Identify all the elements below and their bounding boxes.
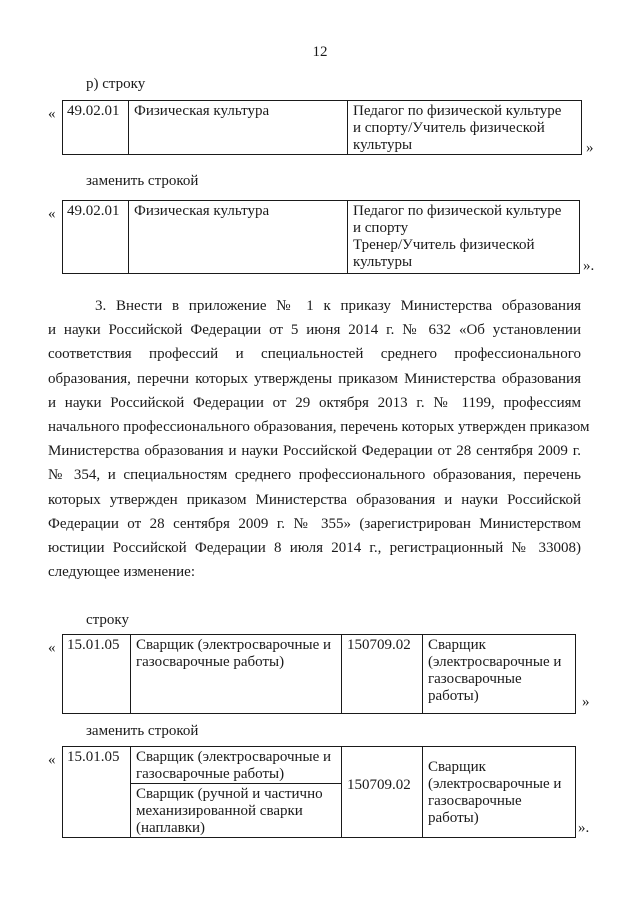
paragraph-line: начального профессионального образования, перечень которых утвержден приказом bbox=[48, 419, 590, 436]
old-name-line: Сварщик bbox=[428, 759, 486, 775]
paragraph-line: юстиции Российской Федерации 8 июля 2014 г., регистрационный № 33008) bbox=[48, 540, 581, 557]
open-quote: « bbox=[48, 206, 56, 222]
table-row bbox=[63, 101, 582, 155]
page-number: 12 bbox=[312, 44, 328, 60]
table-cell-name-a bbox=[131, 747, 342, 784]
old-name-line: работы) bbox=[428, 810, 479, 826]
table-cell-old-code: 150709.02 bbox=[342, 747, 423, 838]
paragraph-line: Федерации от 28 сентября 2009 г. № 355» (зарегистрирован Министерством bbox=[48, 515, 581, 532]
open-quote: « bbox=[48, 640, 56, 656]
table-row bbox=[63, 747, 576, 784]
close-quote: ». bbox=[583, 258, 595, 274]
table-row bbox=[63, 201, 580, 274]
old-name-line: (электросварочные и bbox=[428, 654, 562, 670]
table-r-original bbox=[62, 100, 582, 155]
paragraph-3 bbox=[48, 294, 590, 584]
qualification-line: и спорту bbox=[353, 220, 409, 236]
table-cell-code: 15.01.05 bbox=[63, 747, 131, 838]
replace-2-label: заменить строкой bbox=[86, 723, 199, 739]
paragraph-line: и науки Российской Федерации от 29 октября 2013 г. № 1199, профессиям bbox=[48, 394, 581, 411]
name-line: механизированной сварки bbox=[136, 803, 303, 819]
table-cell-name bbox=[131, 635, 342, 714]
name-line: Сварщик (ручной и частично bbox=[136, 786, 323, 802]
paragraph-line: соответствия профессий и специальностей среднего профессионального bbox=[48, 346, 581, 363]
paragraph-line: Министерства образования и науки Российской Федерации от 28 сентября 2009 г. bbox=[48, 443, 581, 460]
qualification-line: Педагог по физической культуре bbox=[353, 103, 562, 119]
table-welder-original bbox=[62, 634, 576, 714]
replace-1-label: заменить строкой bbox=[86, 173, 199, 189]
old-name-line: Сварщик bbox=[428, 637, 486, 653]
table-cell-old-name bbox=[423, 635, 576, 714]
name-line: газосварочные работы) bbox=[136, 766, 285, 782]
paragraph-line: образования, перечни которых утверждены приказом Министерства образования bbox=[48, 370, 581, 387]
table-cell-old-name bbox=[423, 747, 576, 838]
table-cell-code: 49.02.01 bbox=[63, 101, 129, 155]
name-line: (наплавки) bbox=[136, 820, 206, 836]
table-cell-qualification bbox=[348, 201, 580, 274]
paragraph-line: следующее изменение: bbox=[48, 564, 196, 581]
paragraph-line: № 354, и специальностям среднего профессионального образования, перечень bbox=[48, 467, 581, 484]
close-quote: ». bbox=[578, 820, 590, 836]
table-cell-qualification bbox=[348, 101, 582, 155]
old-name-line: газосварочные bbox=[428, 793, 522, 809]
qualification-line: Тренер/Учитель физической bbox=[353, 237, 535, 253]
table-cell-code: 15.01.05 bbox=[63, 635, 131, 714]
qualification-line: культуры bbox=[353, 137, 413, 153]
table-cell-name: Физическая культура bbox=[129, 101, 348, 155]
paragraph-line: 3. Внести в приложение № 1 к приказу Министерства образования bbox=[95, 298, 581, 314]
table-row bbox=[63, 635, 576, 714]
table-cell-code: 49.02.01 bbox=[63, 201, 129, 274]
open-quote: « bbox=[48, 106, 56, 122]
name-line: Сварщик (электросварочные и bbox=[136, 637, 332, 653]
name-line: газосварочные работы) bbox=[136, 654, 285, 670]
old-name-line: работы) bbox=[428, 688, 479, 704]
table-cell-name-b bbox=[131, 784, 342, 838]
table-cell-old-code: 150709.02 bbox=[342, 635, 423, 714]
old-name-line: газосварочные bbox=[428, 671, 522, 687]
table-welder-replacement bbox=[62, 746, 576, 838]
qualification-line: культуры bbox=[353, 254, 413, 270]
old-name-line: (электросварочные и bbox=[428, 776, 562, 792]
section-r-label: р) строку bbox=[86, 76, 146, 92]
paragraph-line: и науки Российской Федерации от 5 июня 2014 г. № 632 «Об установлении bbox=[48, 322, 581, 339]
name-line: Сварщик (электросварочные и bbox=[136, 749, 332, 765]
qualification-line: Педагог по физической культуре bbox=[353, 203, 562, 219]
close-quote: » bbox=[582, 694, 590, 710]
table-r-replacement bbox=[62, 200, 580, 274]
paragraph-line: которых утвержден приказом Министерства образования и науки Российской bbox=[48, 491, 581, 508]
qualification-line: и спорту/Учитель физической bbox=[353, 120, 545, 136]
close-quote: » bbox=[586, 140, 594, 156]
open-quote: « bbox=[48, 752, 56, 768]
section-row-label: строку bbox=[86, 612, 129, 628]
table-cell-name: Физическая культура bbox=[129, 201, 348, 274]
